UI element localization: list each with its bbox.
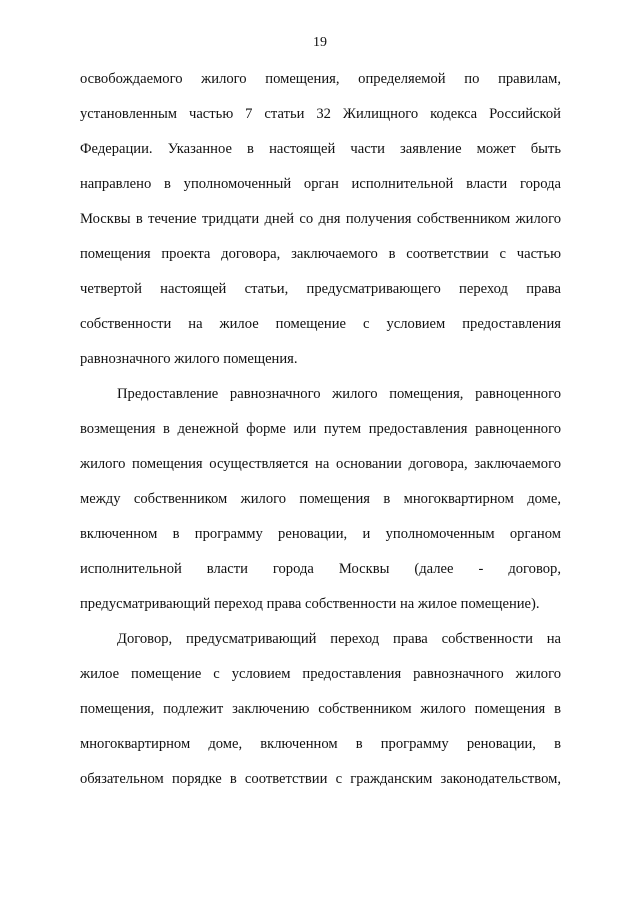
text-line: между собственником жилого помещения в многоквартирном доме,: [80, 491, 561, 507]
paragraph-first-line: Предоставление равнозначного жилого помещения, равноценного: [117, 386, 561, 402]
text-line: предусматривающий переход права собственности на жилое помещение).: [80, 596, 540, 612]
text-line: направлено в уполномоченный орган исполнительной власти города: [80, 176, 561, 192]
text-line: Москвы в течение тридцати дней со дня получения собственником жилого: [80, 211, 561, 227]
text-line: равнозначного жилого помещения.: [80, 351, 298, 367]
text-line: обязательном порядке в соответствии с гражданским законодательством,: [80, 771, 561, 787]
text-line: многоквартирном доме, включенном в программу реновации, в: [80, 736, 561, 752]
text-line: жилое помещение с условием предоставления равнозначного жилого: [80, 666, 561, 682]
paragraph-first-line: Договор, предусматривающий переход права собственности на: [117, 631, 561, 647]
page-number: 19: [313, 35, 327, 50]
text-line: помещения, подлежит заключению собственником жилого помещения в: [80, 701, 561, 717]
text-line: Федерации. Указанное в настоящей части заявление может быть: [80, 141, 561, 157]
text-line: возмещения в денежной форме или путем предоставления равноценного: [80, 421, 561, 437]
text-line: установленным частью 7 статьи 32 Жилищного кодекса Российской: [80, 106, 561, 122]
text-line: жилого помещения осуществляется на основании договора, заключаемого: [80, 456, 561, 472]
text-line: четвертой настоящей статьи, предусматривающего переход права: [80, 281, 561, 297]
text-line: исполнительной власти города Москвы (далее - договор,: [80, 561, 561, 577]
text-line: освобождаемого жилого помещения, определяемой по правилам,: [80, 71, 561, 87]
text-line: включенном в программу реновации, и уполномоченным органом: [80, 526, 561, 542]
text-line: помещения проекта договора, заключаемого в соответствии с частью: [80, 246, 561, 262]
text-line: собственности на жилое помещение с условием предоставления: [80, 316, 561, 332]
